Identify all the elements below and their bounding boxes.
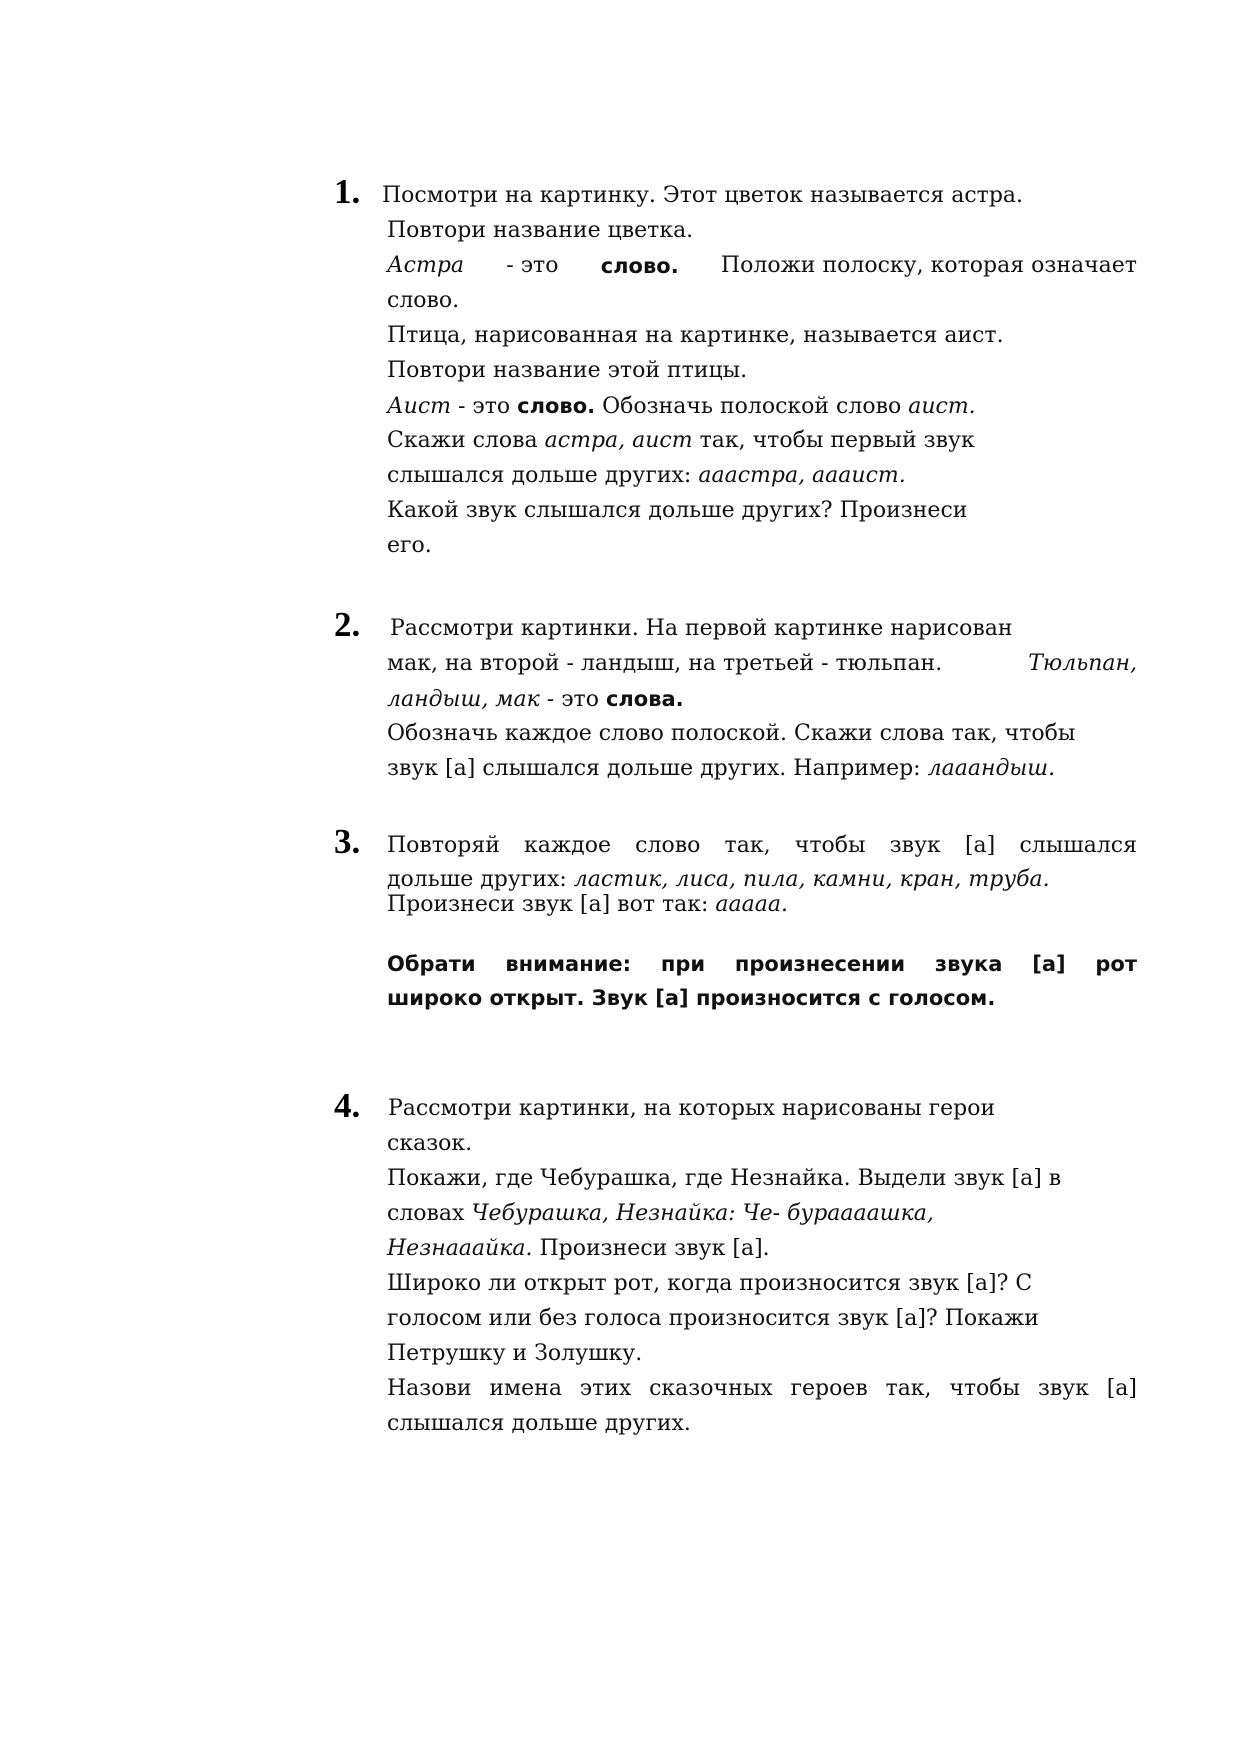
task-text-line: Рассмотри картинки. На первой картинке нарисован (390, 616, 1013, 641)
text-fragment: Скажи слова (387, 428, 545, 453)
task-text-line (387, 253, 1137, 279)
attention-note: Обрати внимание: при произнесении звука [а] рот (387, 952, 1137, 976)
task-text-line: Повторяй каждое слово так, чтобы звук [а] слышался (387, 833, 1137, 858)
task-text-line (387, 756, 1055, 782)
task-text-line: Петрушку и Золушку. (387, 1341, 643, 1366)
text-fragment: - это (451, 394, 518, 419)
example-word: астра, аист (544, 428, 693, 453)
task-text-line: сказок. (387, 1131, 473, 1156)
example-word: аист. (908, 394, 976, 419)
text-fragment: словах (387, 1201, 472, 1226)
task-text-line: Повтори название цветка. (387, 218, 694, 243)
task-text-line: слово. (387, 288, 460, 313)
task-text-line (387, 686, 684, 712)
task-number: 2. (334, 605, 361, 644)
task-text-line: Какой звук слышался дольше других? Произнеси (387, 498, 968, 523)
task-text-line: его. (387, 533, 432, 558)
example-word: Аист (387, 394, 452, 419)
text-fragment: - это (506, 253, 559, 278)
task-number: 3. (334, 822, 361, 861)
text-fragment: Произнеси звук [а] вот так: (387, 892, 716, 917)
text-fragment: слышался дольше других: (387, 463, 699, 488)
task-text-line (387, 393, 976, 419)
text-fragment: Положи полоску, которая означает (720, 253, 1137, 278)
task-text-line (387, 463, 906, 489)
task-text-line: голосом или без голоса произносится звук [а]? Покажи (387, 1306, 1039, 1331)
task-text-line: Рассмотри картинки, на которых нарисованы герои (388, 1096, 996, 1121)
task-text-line: Покажи, где Чебурашка, где Незнайка. Выдели звук [а] в (387, 1166, 1062, 1191)
example-word: Чебурашка, Незнайка: Че- бураааашка, (471, 1201, 934, 1226)
text-fragment: Произнеси звук [а]. (532, 1236, 770, 1261)
text-fragment: так, чтобы первый звук (692, 428, 975, 453)
task-number: 4. (334, 1086, 361, 1125)
example-word: ааастра, аааист. (698, 463, 906, 488)
example-word: лааандыш. (927, 756, 1056, 781)
key-term: слово. (600, 254, 679, 278)
task-text-line (387, 1236, 770, 1262)
task-text-line (387, 1201, 934, 1227)
example-word: Незнааайка. (387, 1236, 533, 1261)
task-text-line: Обозначь каждое слово полоской. Скажи слова так, чтобы (387, 721, 1076, 746)
task-text-line: Птица, нарисованная на картинке, называется аист. (387, 323, 1004, 348)
text-fragment: - это (539, 687, 606, 712)
task-text-line: Широко ли открыт рот, когда произносится звук [а]? С (387, 1271, 1033, 1296)
task-text-line: слышался дольше других. (387, 1411, 691, 1436)
task-text-line (387, 892, 788, 918)
attention-note: широко открыт. Звук [а] произносится с голосом. (387, 986, 996, 1010)
task-text-line (387, 651, 1137, 677)
text-fragment: мак, на второй - ландыш, на третьей - тюльпан. (387, 651, 943, 676)
example-word: Тюльпан, (1028, 651, 1137, 676)
example-word: ластик, лиса, пила, камни, кран, труба. (573, 867, 1050, 892)
text-fragment: Обозначь полоской слово (595, 394, 909, 419)
task-text-line (387, 428, 975, 454)
task-text-line: Посмотри на картинку. Этот цветок называется астра. (382, 183, 1024, 208)
example-word: Астра (387, 253, 465, 278)
task-text-line (387, 867, 1050, 893)
key-term: слова. (605, 687, 684, 711)
text-fragment: дольше других: (387, 867, 574, 892)
task-text-line: Назови имена этих сказочных героев так, чтобы звук [а] (387, 1376, 1137, 1401)
text-fragment: звук [а] слышался дольше других. Например: (387, 756, 928, 781)
task-number: 1. (334, 172, 361, 211)
task-text-line: Повтори название этой птицы. (387, 358, 748, 383)
key-term: слово. (517, 394, 596, 418)
example-word: ааааа. (715, 892, 788, 917)
example-word: ландыш, мак (387, 687, 540, 712)
